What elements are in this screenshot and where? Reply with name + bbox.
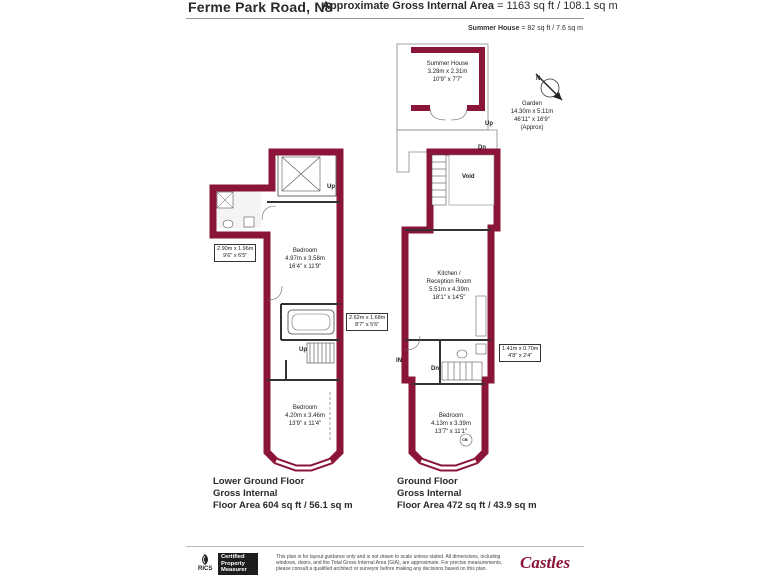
gf-bedroom-metric: 4.13m x 3.39m (431, 421, 471, 427)
dim-box-wc (499, 344, 541, 362)
summer-house-surround (397, 44, 488, 130)
bath-inner-icon (292, 314, 330, 330)
room-summer-house (415, 60, 480, 84)
ground-floor-label (397, 476, 537, 512)
lg-bedroom-2-metric: 4.20m x 3.46m (285, 413, 325, 419)
garden-dn-marker: Dn (478, 145, 486, 151)
rics-label: RICS (198, 566, 213, 572)
void-area (449, 155, 494, 205)
gross-area-label: Approximate Gross Internal Area (322, 0, 494, 12)
gf-basin-icon (476, 344, 486, 354)
room-lg-bedroom-2 (272, 404, 338, 428)
ground-floor-line-1: Ground Floor (397, 476, 458, 487)
summer-house-note-label: Summer House (468, 25, 520, 32)
room-lg-bedroom-1 (272, 247, 338, 271)
bath-imperial: 8'7" x 5'6" (355, 322, 380, 328)
summer-house-note-value: = 82 sq ft / 7.6 sq m (521, 25, 583, 32)
lower-ground-floor-label (213, 476, 353, 512)
garden-up-marker: Up (485, 121, 493, 127)
lower-floor-line-2: Gross Internal (213, 488, 278, 499)
shower-imperial: 9'6" x 6'5" (223, 253, 248, 259)
rics-logo-icon (200, 554, 210, 565)
gross-area-value: = 1163 sq ft / 108.1 sq m (497, 0, 618, 12)
gf-stairs-icon (432, 155, 446, 205)
castles-logo: Castles (520, 553, 571, 572)
ground-floor-line-2: Gross Internal (397, 488, 462, 499)
badge-line-2: Property (221, 560, 245, 567)
certified-measurer-badge (218, 553, 258, 575)
kitchen-name: Kitchen / (437, 271, 461, 277)
kitchen-name-2: Reception Room (426, 279, 472, 285)
void-label: Void (462, 174, 475, 180)
bath-metric: 2.62m x 1.68m (349, 315, 386, 321)
lg-bedroom-2-imperial: 13'9" x 11'4" (288, 421, 322, 427)
wc-imperial: 4'8" x 2'4" (508, 353, 533, 359)
svg-text:N: N (536, 76, 541, 82)
lower-floor-line-1: Lower Ground Floor (213, 476, 305, 487)
gf-bedroom-imperial: 13'7" x 11'1" (434, 429, 468, 435)
lg-basin-icon (244, 217, 254, 227)
summer-house-door-arcs (430, 108, 467, 120)
gf-wc-icon (457, 350, 467, 358)
lg-up-marker-2: Up (299, 347, 307, 353)
kitchen-counter (476, 296, 486, 336)
wc-metric: 1.41m x 0.70m (502, 346, 539, 352)
room-gf-bedroom (418, 412, 484, 436)
kitchen-metric: 5.51m x 4.39m (429, 287, 469, 293)
room-kitchen-reception (412, 270, 486, 302)
shower-metric: 2.90m x 1.96m (217, 246, 254, 252)
gf-bedroom-name: Bedroom (438, 413, 464, 419)
gf-dn-marker: Dn (431, 366, 439, 372)
ground-floor-line-3: Floor Area 472 sq ft / 43.9 sq m (397, 500, 537, 511)
compass-icon (536, 74, 562, 100)
entrance-in-marker: IN (396, 358, 402, 364)
footer-divider (186, 546, 584, 547)
kitchen-imperial: 18'1" x 14'5" (432, 295, 466, 301)
lg-bedroom-2-name: Bedroom (292, 405, 318, 411)
room-garden (502, 100, 562, 132)
cupboard-marker: CB (462, 437, 468, 442)
lg-bedroom-1-imperial: 16'4" x 11'9" (288, 264, 322, 270)
lg-stairs-icon (307, 343, 334, 363)
lg-door-arc-1 (262, 206, 276, 220)
garden-metric: 14.30m x 5.11m (510, 109, 554, 115)
property-title: Ferme Park Road, N8 (188, 0, 333, 15)
lg-wc-icon (223, 220, 233, 228)
summer-house-name: Summer House (426, 61, 469, 67)
gf-stairs-down-icon (442, 362, 482, 380)
badge-line-3: Measurer (221, 567, 247, 573)
garden-imperial: 46'11" x 16'9" (514, 117, 550, 123)
lower-floor-line-3: Floor Area 604 sq ft / 56.1 sq m (213, 500, 353, 511)
lg-bedroom-1-name: Bedroom (292, 248, 318, 254)
badge-line-1: Certified (221, 554, 245, 560)
lg-bedroom-1-metric: 4.97m x 3.58m (285, 256, 325, 262)
dim-box-shower (214, 244, 256, 262)
garden-note: (Approx) (520, 125, 544, 131)
summer-house-metric: 3.28m x 2.31m (427, 69, 468, 75)
lg-up-marker: Up (327, 184, 335, 190)
dim-box-bath (346, 313, 388, 331)
garden-name: Garden (521, 101, 542, 107)
summer-house-imperial: 10'9" x 7'7" (432, 77, 463, 83)
disclaimer-text: This plan is for layout guidance only and is not drawn to scale unless stated. All dimensions, including windows, doors, and the Total Gross Internal Area (GIA), are approximate. For precise measurements, please consult a qualified architect or surveyor before making any decisions based on this plan. (276, 554, 503, 572)
